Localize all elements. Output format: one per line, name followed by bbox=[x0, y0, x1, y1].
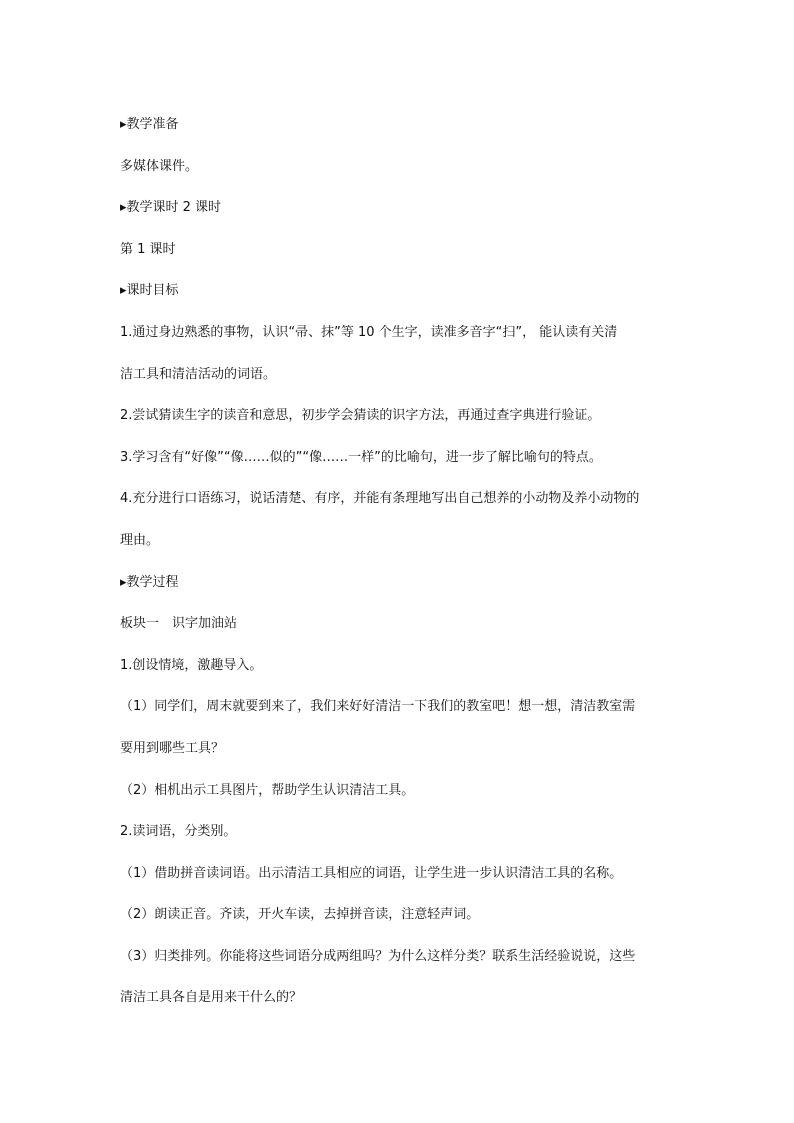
goal-4-line-2: 理由。 bbox=[120, 532, 160, 548]
goal-2: 2.尝试猜读生字的读音和意思，初步学会猜读的识字方法，再通过查字典进行验证。 bbox=[120, 408, 601, 424]
section-heading-lesson-goals: ▸课时目标 bbox=[120, 283, 179, 299]
step-2-item-3-line-1: （3）归类排列。你能将这些词语分成两组吗？为什么这样分类？联系生活经验说说，这些 bbox=[120, 948, 636, 964]
step-1: 1.创设情境，激趣导入。 bbox=[120, 657, 263, 673]
goal-4-line-1: 4.充分进行口语练习，说话清楚、有序，并能有条理地写出自己想养的小动物及养小动物的 bbox=[120, 491, 640, 507]
lesson-number-heading: 第 1 课时 bbox=[120, 241, 176, 257]
step-1-item-1-line-2: 要用到哪些工具？ bbox=[120, 740, 225, 756]
goal-3: 3.学习含有“好像”“像……似的”“像……一样”的比喻句，进一步了解比喻句的特点。 bbox=[120, 449, 602, 465]
step-2-item-1: （1）借助拼音读词语。出示清洁工具相应的词语，让学生进一步认识清洁工具的名称。 bbox=[120, 865, 623, 881]
block-1-title: 板块一 识字加油站 bbox=[120, 616, 238, 632]
goal-1-line-2: 洁工具和清洁活动的词语。 bbox=[120, 366, 277, 382]
section-heading-lesson-hours: ▸教学课时 2 课时 bbox=[120, 200, 222, 216]
section-heading-teaching-process: ▸教学过程 bbox=[120, 574, 179, 590]
step-2: 2.读词语，分类别。 bbox=[120, 824, 237, 840]
section-heading-preparation: ▸教学准备 bbox=[120, 117, 179, 132]
step-1-item-1-line-1: （1）同学们，周末就要到来了，我们来好好清洁一下我们的教室吧！想一想，清洁教室需 bbox=[120, 699, 636, 715]
step-2-item-2: （2）朗读正音。齐读，开火车读，去掉拼音读，注意轻声词。 bbox=[120, 907, 480, 923]
goal-1-line-1: 1.通过身边熟悉的事物，认识“帚、抹”等 10 个生字，读准多音字“扫”， 能认读有关清 bbox=[120, 324, 618, 340]
step-1-item-2: （2）相机出示工具图片，帮助学生认识清洁工具。 bbox=[120, 782, 415, 798]
paragraph-materials: 多媒体课件。 bbox=[120, 158, 199, 174]
document-body bbox=[120, 104, 676, 1019]
step-2-item-3-line-2: 清洁工具各自是用来干什么的？ bbox=[120, 990, 303, 1006]
